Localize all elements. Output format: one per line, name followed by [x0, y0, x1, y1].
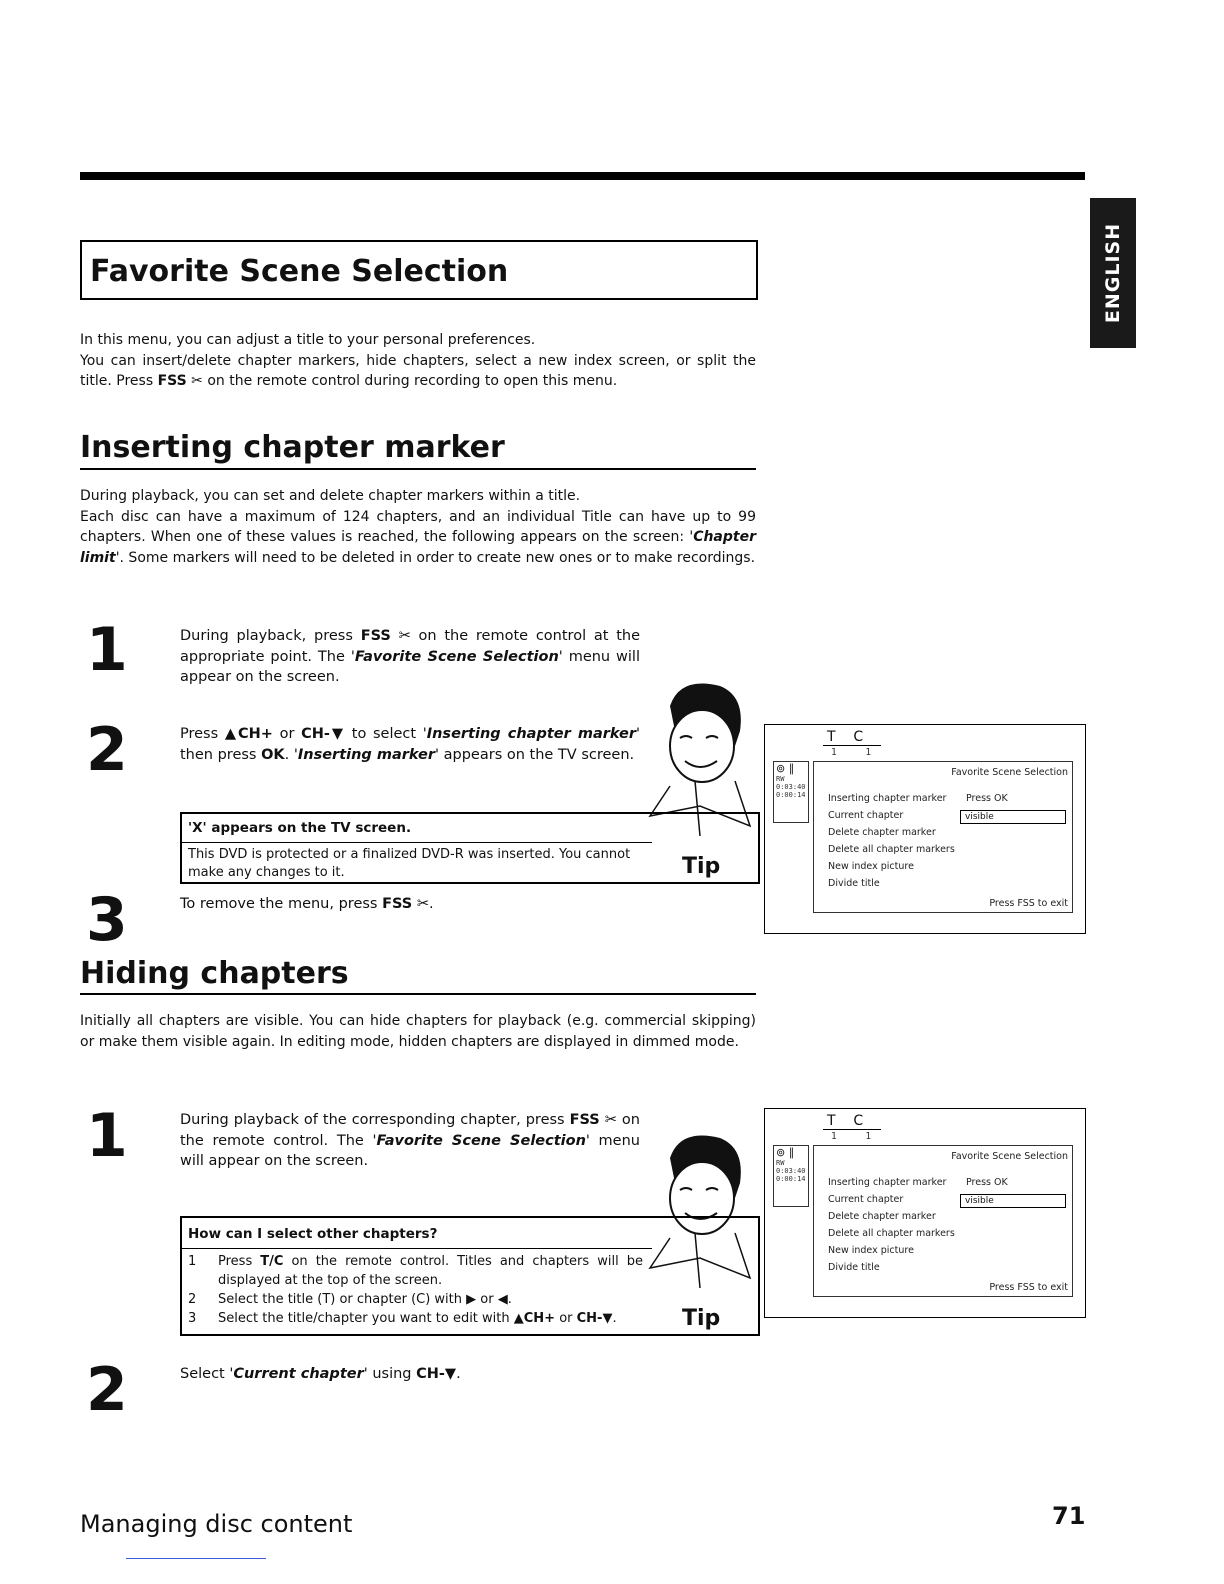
disc-icon: ⊚ ∥	[776, 762, 795, 775]
menu-item[interactable]: Divide title	[828, 878, 880, 889]
status-panel: ⊚ ∥ RW 0:03:40 0:00:14	[773, 761, 809, 823]
section1-text: During playback, you can set and delete chapter markers within a title. Each disc can have a maximum of 124 chapters, and an individual Title can have up to 99 chapters. When one of these values is reached, the following appears on the screen: 'Chapter limit'. Some markers will need to be deleted in order to create new ones or to make recordings.	[80, 488, 756, 566]
heading-rule	[80, 993, 756, 995]
step-number: 2	[86, 1355, 128, 1425]
step-number: 3	[86, 885, 128, 955]
menu-item[interactable]: New index picture	[828, 861, 914, 872]
tv-screen: T C 1 1 ⊚ ∥ RW 0:03:40 0:00:14 Favorite Scene Selection Inserting chapter marker Current chapter Delete chapter marker Delete all chapter markers New index picture Divide title Press OK visible Press FSS to exit	[764, 1108, 1086, 1318]
footer-link-underline	[126, 1558, 266, 1559]
section-title: Favorite Scene Selection	[90, 254, 509, 289]
heading-inserting-chapter-marker: Inserting chapter marker	[80, 430, 505, 465]
tv-screen: T C 1 1 ⊚ ∥ RW 0:03:40 0:00:14 Favorite Scene Selection Inserting chapter marker Current chapter Delete chapter marker Delete all chapter markers New index picture Divide title Press OK visible Press FSS to exit	[764, 724, 1086, 934]
menu-item[interactable]: Current chapter	[828, 1194, 904, 1205]
scissors-icon: ✂	[390, 628, 411, 644]
status-panel: ⊚ ∥ RW 0:03:40 0:00:14	[773, 1145, 809, 1207]
page-number: 71	[1052, 1502, 1086, 1530]
tip-box: 'X' appears on the TV screen. This DVD is protected or a finalized DVD-R was inserted. You cannot make any changes to it. Tip	[180, 812, 760, 884]
scissors-icon: ✂	[599, 1112, 617, 1128]
menu-item[interactable]: Delete chapter marker	[828, 1211, 936, 1222]
menu-item[interactable]: Divide title	[828, 1262, 880, 1273]
top-rule	[80, 172, 1085, 180]
tip-box: How can I select other chapters? 1 Press T/C on the remote control. Titles and chapters will be displayed at the top of the screen. 2 Select the title (T) or chapter (C) with ▶ or ◀. 3 Select the title/chapter you want to edit with ▲CH+ or CH-▼. Tip	[180, 1216, 760, 1336]
step-text: During playback of the corresponding chapter, press FSS ✂ on the remote control. The 'Favorite Scene Selection' menu will appear on the screen.	[180, 1112, 640, 1169]
menu-item[interactable]: New index picture	[828, 1245, 914, 1256]
disc-icon: ⊚ ∥	[776, 1146, 795, 1159]
step-text: Select 'Current chapter' using CH-▼.	[180, 1366, 461, 1382]
heading-rule	[80, 468, 756, 470]
scissors-icon: ✂	[186, 373, 203, 389]
step-number: 2	[86, 715, 128, 785]
value-field[interactable]: visible	[960, 810, 1066, 824]
menu-item[interactable]: Delete all chapter markers	[828, 1228, 955, 1239]
intro-text: In this menu, you can adjust a title to your personal preferences. You can insert/delete chapter markers, hide chapters, select a new index screen, or split the title. Press FSS ✂ on the remote control during recording to open this menu.	[80, 332, 756, 389]
menu-item[interactable]: Delete chapter marker	[828, 827, 936, 838]
tip-label: Tip	[682, 1306, 721, 1331]
section2-text: Initially all chapters are visible. You can hide chapters for playback (e.g. commercial skipping) or make them visible again. In editing mode, hidden chapters are displayed in dimmed mode.	[80, 1013, 756, 1050]
value-field[interactable]: visible	[960, 1194, 1066, 1208]
menu-item[interactable]: Current chapter	[828, 810, 904, 821]
tip-list: 1 Press T/C on the remote control. Titles and chapters will be displayed at the top of the screen. 2 Select the title (T) or chapter (C) with ▶ or ◀. 3 Select the title/chapter you want to edit with ▲CH+ or CH-▼.	[188, 1254, 643, 1326]
menu-panel: Favorite Scene Selection Inserting chapter marker Current chapter Delete chapter marker Delete all chapter markers New index picture Divide title Press OK visible Press FSS to exit	[813, 1145, 1073, 1297]
section-title-box	[80, 240, 758, 300]
menu-item[interactable]: Delete all chapter markers	[828, 844, 955, 855]
footer-section: Managing disc content	[80, 1510, 353, 1538]
heading-hiding-chapters: Hiding chapters	[80, 956, 349, 991]
step-text: To remove the menu, press FSS ✂.	[180, 896, 434, 912]
menu-panel: Favorite Scene Selection Inserting chapter marker Current chapter Delete chapter marker Delete all chapter markers New index picture Divide title Press OK visible Press FSS to exit	[813, 761, 1073, 913]
step-number: 1	[86, 615, 128, 685]
step-number: 1	[86, 1101, 128, 1171]
step-text: Press ▲CH+ or CH-▼ to select 'Inserting chapter marker' then press OK. 'Inserting marker' appears on the TV screen.	[180, 726, 640, 763]
scissors-icon: ✂	[412, 896, 429, 912]
step-text: During playback, press FSS ✂ on the remote control at the appropriate point. The 'Favorite Scene Selection' menu will appear on the screen.	[180, 628, 640, 685]
language-tab: ENGLISH	[1090, 198, 1136, 348]
menu-item[interactable]: Inserting chapter marker	[828, 793, 947, 804]
menu-item[interactable]: Inserting chapter marker	[828, 1177, 947, 1188]
tip-label: Tip	[682, 854, 721, 879]
